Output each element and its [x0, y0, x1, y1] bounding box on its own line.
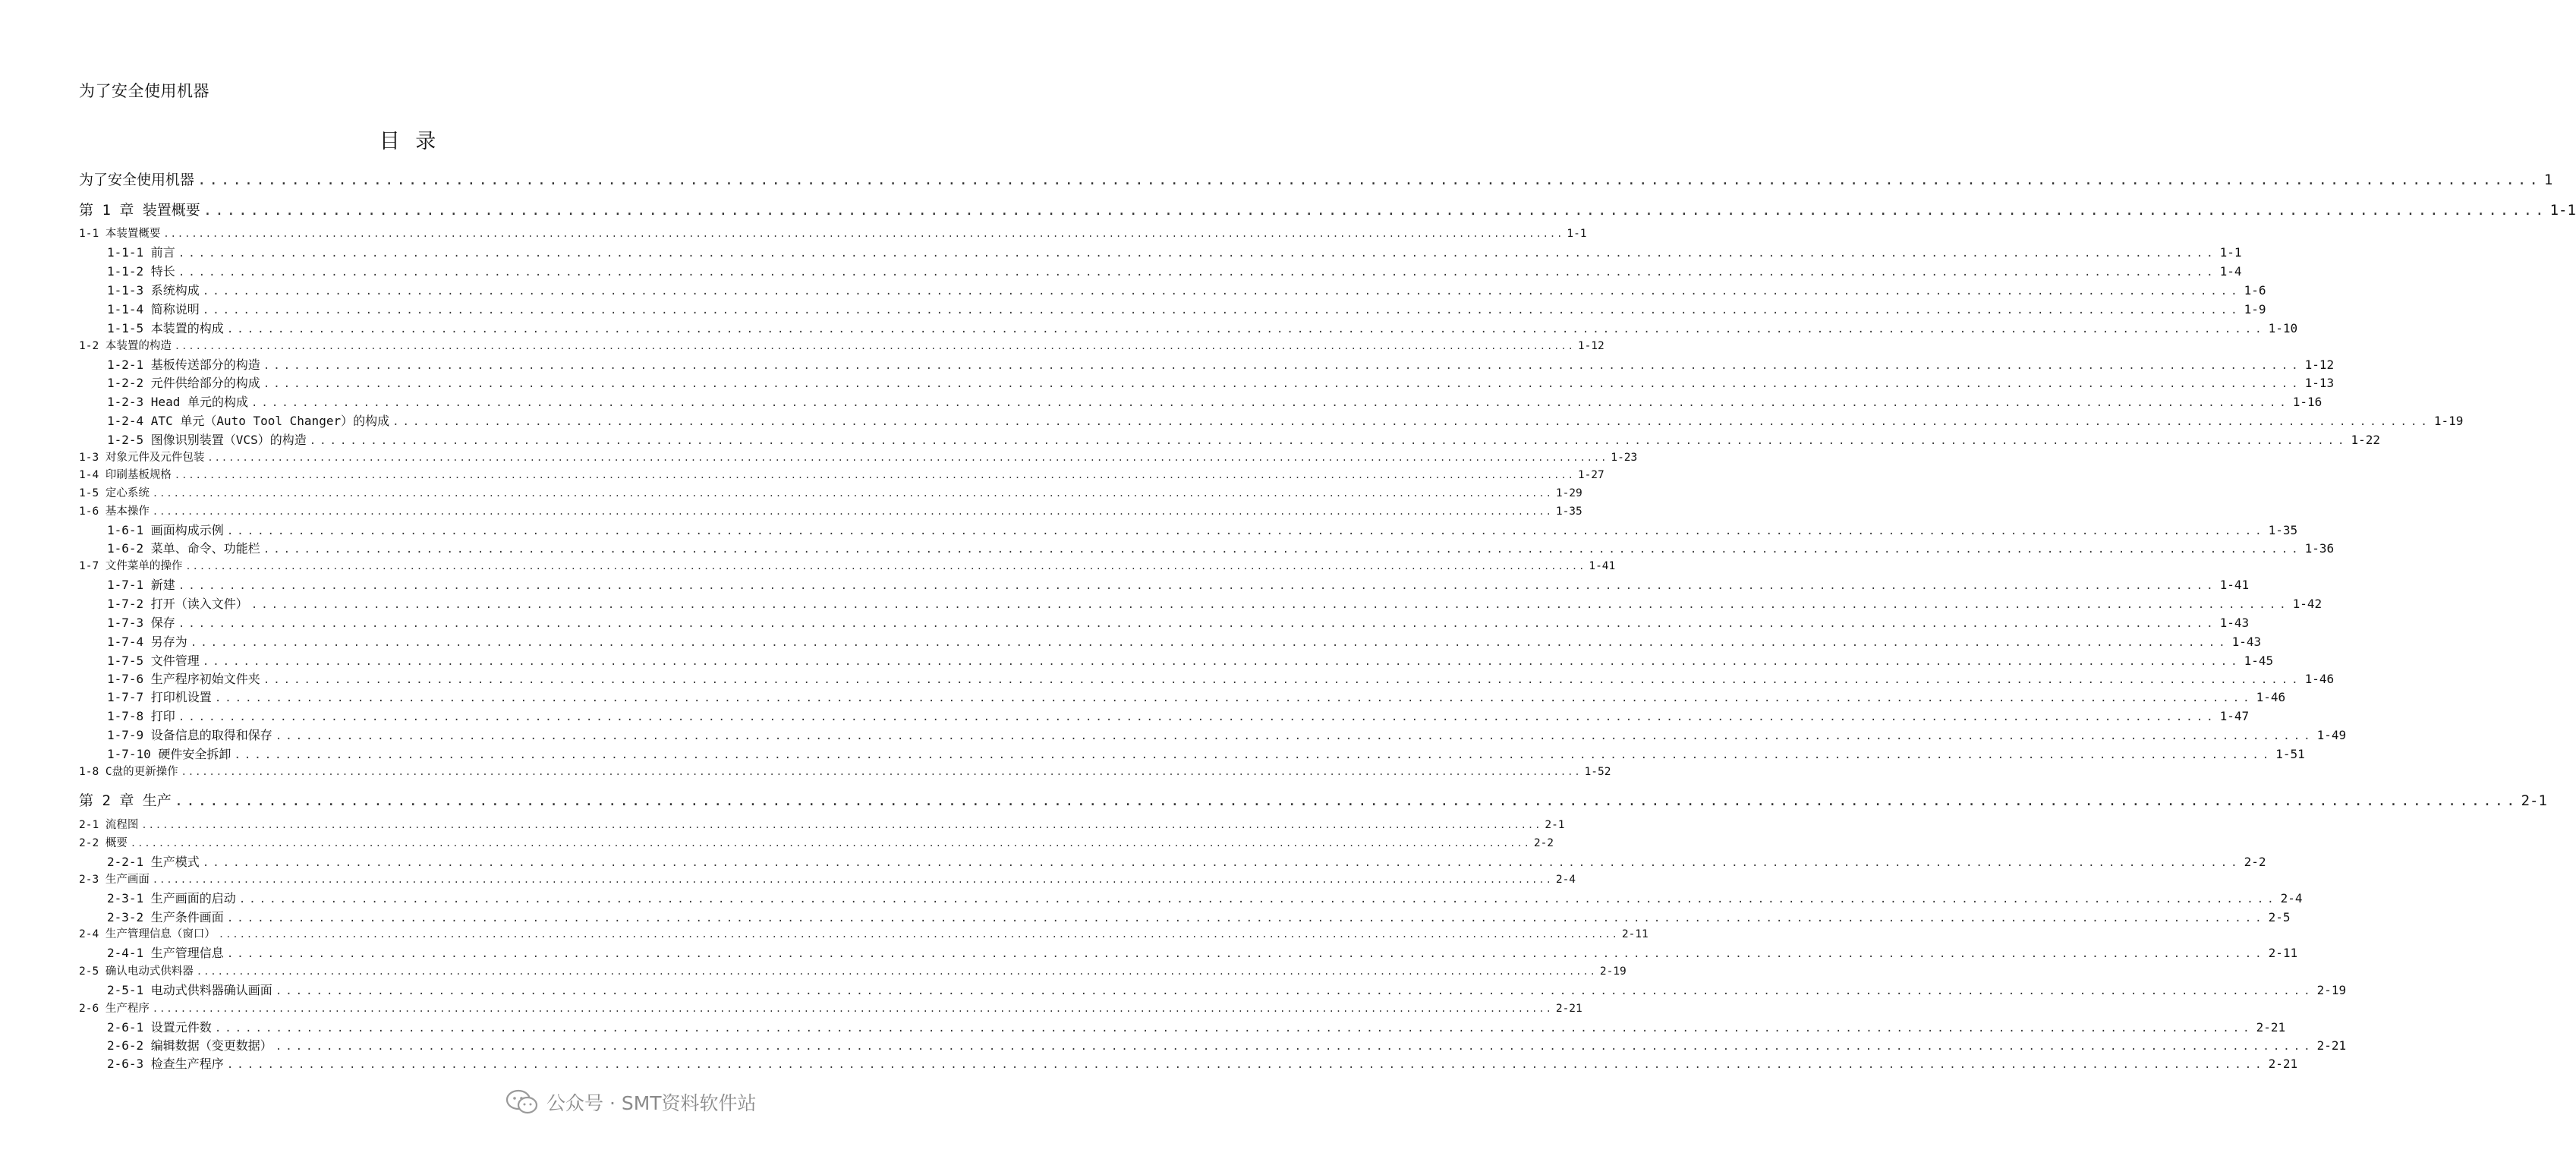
- toc-subsection: [107, 281, 2266, 298]
- dot-leader: ........................................................................................................................................................................................................: [275, 985, 2314, 997]
- toc-entry-page: 1-29: [1555, 487, 1582, 499]
- toc-entry-label: 1-7-10 硬件安全拆卸: [107, 747, 231, 761]
- toc-entry-label: 1-7-3 保存: [107, 616, 175, 630]
- toc-entry-label: 2-2 概要: [79, 837, 128, 849]
- toc-entry-label: 1-2-3 Head 单元的构成: [107, 395, 248, 409]
- toc-section: [79, 449, 1638, 465]
- toc-entry-page: 1-51: [2275, 747, 2305, 761]
- toc-section: [79, 1000, 1582, 1016]
- dot-leader: ........................................................................................................................................................................................................: [152, 488, 1553, 499]
- toc-entry-label: 1-1-1 前言: [107, 245, 175, 260]
- toc-entry-page: 2-2: [2244, 855, 2266, 869]
- dot-leader: ........................................................................................................................................................................................................: [263, 543, 2302, 556]
- dot-leader: ........................................................................................................................................................................................................: [178, 580, 2217, 592]
- toc-subsection: [107, 430, 2380, 448]
- toc-entry-label: 1-7-2 打开（读入文件）: [107, 597, 248, 611]
- dot-leader: ........................................................................................................................................................................................................: [152, 1003, 1553, 1014]
- toc-entry-page: 1-4: [2219, 264, 2242, 279]
- toc-entry-label: 2-6-3 检查生产程序: [107, 1057, 224, 1071]
- toc-entry-label: 2-4-1 生产管理信息: [107, 946, 224, 960]
- toc-section: [79, 763, 1611, 779]
- toc-entry-page: 1-45: [2244, 654, 2274, 668]
- dot-leader: ........................................................................................................................................................................................................: [214, 1022, 2253, 1035]
- toc-entry-page: 1-42: [2292, 597, 2322, 611]
- toc-entry-label: 1-5 定心系统: [79, 487, 150, 499]
- toc-entry-label: 2-6 生产程序: [79, 1003, 150, 1015]
- toc-entry-page: 2-11: [1621, 928, 1649, 940]
- dot-leader: ........................................................................................................................................................................................................: [275, 730, 2314, 742]
- toc-entry-page: 1-52: [1584, 766, 1611, 778]
- toc-subsection: [107, 1018, 2286, 1035]
- toc-entry-label: 2-2-1 生产模式: [107, 855, 200, 869]
- toc-section: [79, 925, 1649, 941]
- toc-entry-page: 1-43: [2231, 635, 2262, 649]
- toc-entry-label: 2-6-2 编辑数据（变更数据）: [107, 1038, 272, 1053]
- toc-entry-label: 1-4 印刷基板规格: [79, 469, 172, 481]
- toc-entry-page: 2-21: [2256, 1020, 2286, 1035]
- toc-entry-page: 1-46: [2304, 672, 2335, 686]
- toc-entry-label: 1-7 文件菜单的操作: [79, 560, 183, 572]
- toc-entry-page: 2-5: [2268, 910, 2291, 924]
- toc-chapter: [79, 168, 2553, 189]
- toc-subsection: [107, 539, 2335, 556]
- dot-leader: ........................................................................................................................................................................................................: [174, 341, 1575, 351]
- toc-section: [79, 225, 1587, 241]
- dot-leader: ........................................................................................................................................................................................................: [226, 912, 2266, 924]
- toc-entry-page: 1-1: [2219, 245, 2242, 260]
- toc-subsection: [107, 575, 2250, 593]
- toc-entry-page: 1-13: [2304, 376, 2335, 390]
- toc-entry-page: 2-11: [2268, 946, 2298, 960]
- dot-leader: ........................................................................................................................................................................................................: [238, 893, 2278, 905]
- toc-subsection: [107, 300, 2266, 317]
- toc-subsection: [107, 392, 2322, 410]
- dot-leader: ........................................................................................................................................................................................................: [226, 525, 2266, 537]
- dot-leader: ........................................................................................................................................................................................................: [202, 857, 2241, 869]
- toc-subsection: [107, 594, 2322, 612]
- dot-leader: ........................................................................................................................................................................................................: [178, 618, 2217, 630]
- toc-section: [79, 466, 1604, 482]
- toc-section: [79, 871, 1576, 887]
- dot-leader: ........................................................................................................................................................................................................: [309, 435, 2348, 447]
- dot-leader: ........................................................................................................................................................................................................: [163, 228, 1564, 239]
- toc-subsection: [107, 707, 2250, 724]
- toc-entry-page: 1-12: [2304, 357, 2335, 372]
- toc-subsection: [107, 262, 2242, 279]
- toc-section: [79, 816, 1565, 832]
- dot-leader: ........................................................................................................................................................................................................: [197, 172, 2541, 188]
- toc-entry-label: 1-1-3 系统构成: [107, 283, 200, 298]
- dot-leader: ........................................................................................................................................................................................................: [141, 820, 1542, 830]
- toc-entry-label: 1-6 基本操作: [79, 505, 150, 518]
- toc-entry-label: 1-7-7 打印机设置: [107, 690, 212, 704]
- toc-entry-page: 1-19: [2433, 414, 2464, 428]
- toc-title: 目 录: [379, 130, 441, 153]
- toc-section: [79, 962, 1627, 978]
- toc-section: [79, 337, 1604, 353]
- watermark-text: 公众号 · SMT资料软件站: [546, 1092, 757, 1114]
- toc-entry-page: 1-6: [2244, 283, 2266, 298]
- toc-section: [79, 834, 1554, 850]
- toc-entry-page: 2-19: [2316, 983, 2347, 997]
- dot-leader: ........................................................................................................................................................................................................: [250, 397, 2290, 409]
- toc-entry-label: 1-2 本装置的构造: [79, 340, 172, 352]
- toc-entry-label: 1-7-6 生产程序初始文件夹: [107, 672, 260, 686]
- dot-leader: ........................................................................................................................................................................................................: [263, 674, 2302, 686]
- toc-entry-page: 2-1: [1545, 819, 1565, 831]
- dot-leader: ........................................................................................................................................................................................................: [202, 304, 2241, 317]
- toc-subsection: [107, 521, 2298, 538]
- dot-leader: ........................................................................................................................................................................................................: [202, 656, 2241, 668]
- toc-entry-page: 1-10: [2268, 321, 2298, 335]
- toc-entry-page: 1: [2543, 172, 2553, 188]
- toc-subsection: [107, 688, 2286, 705]
- dot-leader: ........................................................................................................................................................................................................: [185, 561, 1586, 572]
- toc-subsection: [107, 908, 2291, 925]
- toc-entry-page: 1-41: [1589, 560, 1616, 572]
- toc-entry-page: 1-49: [2316, 728, 2347, 742]
- toc-entry-page: 1-16: [2292, 395, 2322, 409]
- dot-leader: ........................................................................................................................................................................................................: [196, 966, 1597, 977]
- toc-section: [79, 557, 1616, 573]
- toc-entry-page: 1-27: [1577, 469, 1604, 481]
- toc-entry-label: 1-6-2 菜单、命令、功能栏: [107, 541, 260, 556]
- toc-chapter: [79, 199, 2576, 219]
- toc-subsection: [107, 669, 2335, 687]
- dot-leader: ........................................................................................................................................................................................................: [234, 749, 2273, 761]
- toc-subsection: [107, 243, 2242, 260]
- dot-leader: ........................................................................................................................................................................................................: [207, 452, 1608, 463]
- dot-leader: ........................................................................................................................................................................................................: [218, 929, 1619, 940]
- toc-entry-page: 2-1: [2521, 792, 2547, 809]
- toc-entry-page: 1-36: [2304, 541, 2335, 556]
- toc-entry-page: 2-4: [2280, 891, 2303, 905]
- toc-entry-page: 2-19: [1599, 965, 1627, 978]
- toc-subsection: [107, 1054, 2298, 1072]
- toc-entry-label: 2-4 生产管理信息（窗口）: [79, 928, 216, 940]
- toc-subsection: [107, 745, 2305, 762]
- toc-entry-page: 1-46: [2256, 690, 2286, 704]
- toc-entry-label: 1-3 对象元件及元件包装: [79, 452, 205, 464]
- dot-leader: ........................................................................................................................................................................................................: [181, 767, 1582, 777]
- toc-entry-label: 1-1-2 特长: [107, 264, 175, 279]
- toc-entry-label: 第 1 章 装置概要: [79, 202, 200, 219]
- toc-entry-page: 1-23: [1611, 452, 1638, 464]
- toc-entry-page: 2-21: [2268, 1057, 2298, 1071]
- toc-entry-label: 2-3 生产画面: [79, 874, 150, 886]
- toc-entry-label: 1-7-1 新建: [107, 578, 175, 592]
- toc-entry-label: 1-1-5 本装置的构成: [107, 321, 224, 335]
- toc-entry-label: 为了安全使用机器: [79, 172, 195, 188]
- toc-entry-label: 1-7-5 文件管理: [107, 654, 200, 668]
- toc-entry-page: 1-22: [2351, 433, 2380, 447]
- toc-entry-page: 1-35: [2268, 523, 2298, 537]
- toc-entry-label: 2-3-2 生产条件画面: [107, 910, 224, 924]
- dot-leader: ........................................................................................................................................................................................................: [130, 838, 1531, 849]
- toc-entry-label: 1-8 C盘的更新操作: [79, 766, 178, 778]
- toc-entry-label: 2-5 确认电动式供料器: [79, 965, 194, 978]
- dot-leader: ........................................................................................................................................................................................................: [226, 948, 2266, 960]
- dot-leader: ........................................................................................................................................................................................................: [250, 599, 2290, 611]
- toc-entry-label: 1-1-4 简称说明: [107, 302, 200, 317]
- toc-entry-label: 1-6-1 画面构成示例: [107, 523, 224, 537]
- toc-subsection: [107, 943, 2298, 961]
- toc-entry-label: 2-6-1 设置元件数: [107, 1020, 212, 1035]
- dot-leader: ........................................................................................................................................................................................................: [178, 266, 2217, 279]
- toc-entry-label: 1-7-8 打印: [107, 709, 175, 723]
- toc-subsection: [107, 726, 2347, 743]
- toc-entry-label: 1-2-1 基板传送部分的构造: [107, 357, 260, 372]
- toc-entry-label: 1-1 本装置概要: [79, 228, 161, 240]
- dot-leader: ........................................................................................................................................................................................................: [226, 323, 2266, 335]
- toc-subsection: [107, 319, 2298, 336]
- dot-leader: ........................................................................................................................................................................................................: [263, 378, 2302, 390]
- toc-entry-label: 第 2 章 生产: [79, 792, 172, 809]
- dot-leader: ........................................................................................................................................................................................................: [392, 416, 2431, 428]
- toc-entry-page: 1-41: [2219, 578, 2250, 592]
- toc-entry-page: 2-4: [1555, 874, 1576, 886]
- dot-leader: ........................................................................................................................................................................................................: [214, 692, 2253, 704]
- toc-subsection: [107, 411, 2464, 429]
- wechat-icon: [505, 1089, 539, 1115]
- toc-entry-label: 1-2-4 ATC 单元（Auto Tool Changer）的构成: [107, 414, 390, 428]
- dot-leader: ........................................................................................................................................................................................................: [190, 637, 2229, 649]
- dot-leader: ........................................................................................................................................................................................................: [174, 792, 2518, 809]
- dot-leader: ........................................................................................................................................................................................................: [202, 285, 2241, 298]
- dot-leader: ........................................................................................................................................................................................................: [263, 360, 2302, 372]
- toc-subsection: [107, 1036, 2347, 1053]
- toc-subsection: [107, 632, 2262, 650]
- dot-leader: ........................................................................................................................................................................................................: [226, 1059, 2266, 1071]
- dot-leader: ........................................................................................................................................................................................................: [152, 874, 1553, 885]
- toc-entry-page: 1-12: [1577, 340, 1604, 352]
- toc-entry-label: 2-1 流程图: [79, 819, 139, 831]
- toc-subsection: [107, 981, 2347, 998]
- toc-subsection: [107, 373, 2335, 391]
- toc-entry-label: 2-5-1 电动式供料器确认画面: [107, 983, 272, 997]
- dot-leader: ........................................................................................................................................................................................................: [178, 711, 2217, 723]
- dot-leader: ........................................................................................................................................................................................................: [174, 470, 1575, 480]
- dot-leader: ........................................................................................................................................................................................................: [178, 247, 2217, 260]
- toc-entry-page: 1-47: [2219, 709, 2250, 723]
- dot-leader: ........................................................................................................................................................................................................: [275, 1041, 2314, 1053]
- toc-subsection: [107, 355, 2335, 373]
- toc-entry-page: 2-21: [2316, 1038, 2347, 1053]
- toc-entry-label: 1-2-5 图像识别装置（VCS）的构造: [107, 433, 307, 447]
- toc-section: [79, 484, 1582, 500]
- dot-leader: ........................................................................................................................................................................................................: [203, 202, 2547, 219]
- toc-entry-page: 1-35: [1555, 505, 1582, 518]
- toc-entry-page: 1-1: [1567, 228, 1587, 240]
- toc-subsection: [107, 889, 2303, 906]
- toc-subsection: [107, 852, 2266, 870]
- toc-entry-label: 1-7-9 设备信息的取得和保存: [107, 728, 272, 742]
- toc-entry-label: 1-7-4 另存为: [107, 635, 187, 649]
- dot-leader: ........................................................................................................................................................................................................: [152, 506, 1553, 517]
- toc-section: [79, 502, 1582, 518]
- toc-entry-label: 1-2-2 元件供给部分的构成: [107, 376, 260, 390]
- toc-subsection: [107, 651, 2274, 669]
- toc-entry-page: 1-43: [2219, 616, 2250, 630]
- toc-entry-page: 1-9: [2244, 302, 2266, 317]
- toc-entry-label: 2-3-1 生产画面的启动: [107, 891, 236, 905]
- watermark: [505, 1087, 757, 1117]
- toc-chapter: [79, 789, 2547, 810]
- toc-entry-page: 2-2: [1533, 837, 1554, 849]
- page-header: 为了安全使用机器: [79, 82, 209, 100]
- toc-entry-page: 2-21: [1555, 1003, 1582, 1015]
- toc-subsection: [107, 613, 2250, 631]
- toc-entry-page: 1-1: [2549, 202, 2576, 219]
